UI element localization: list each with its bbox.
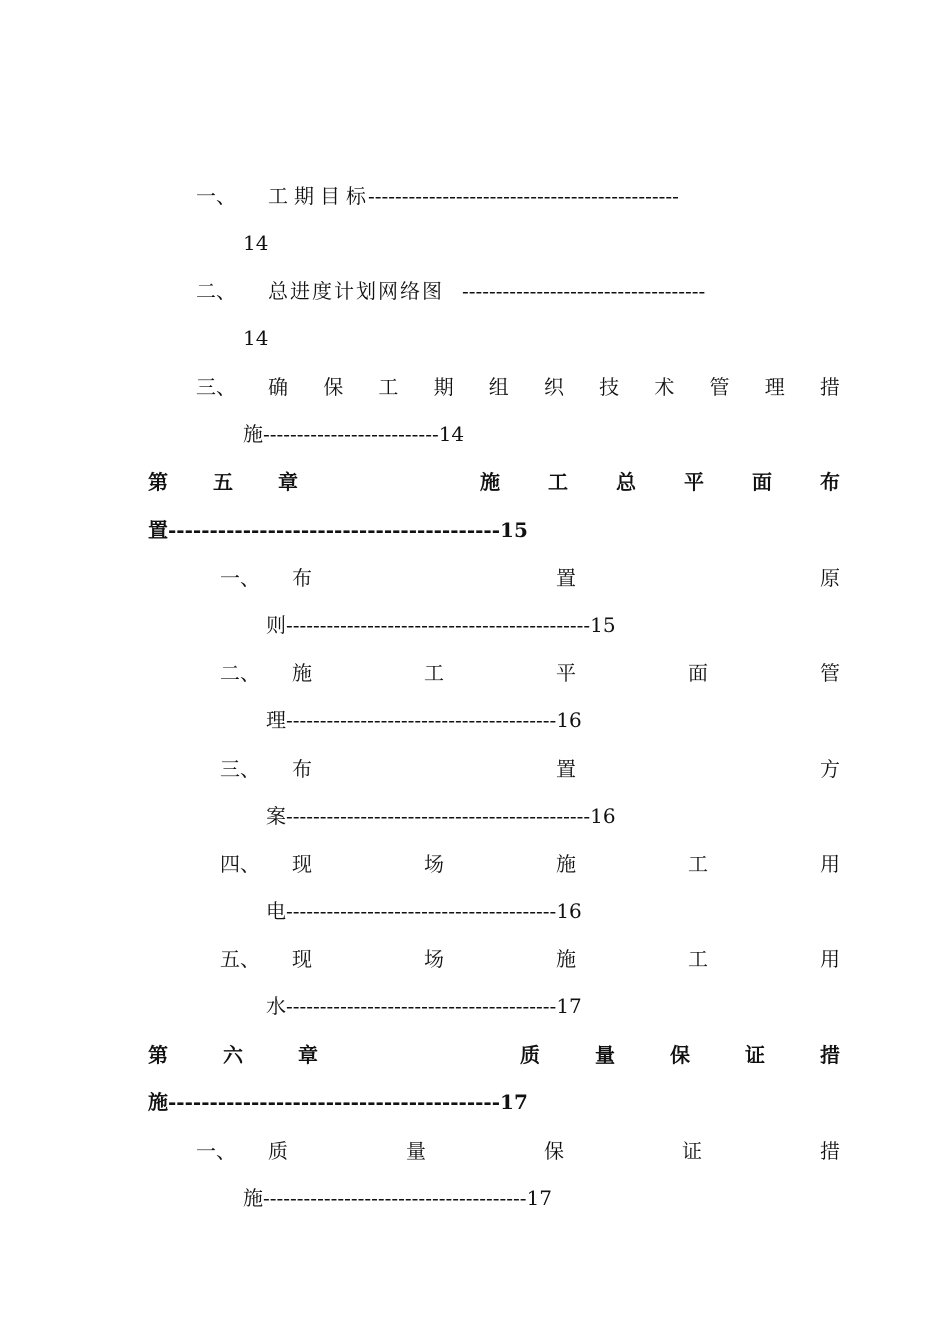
- toc-entry-continuation: [266, 898, 582, 924]
- toc-entry-continuation: [266, 803, 616, 829]
- toc-char: 工: [424, 661, 444, 685]
- toc-char: 总: [616, 470, 636, 494]
- toc-marker: 一、: [220, 566, 260, 590]
- toc-char: 第: [148, 470, 168, 494]
- toc-page-number: 15: [590, 613, 616, 637]
- toc-page-number: 16: [590, 804, 616, 828]
- toc-char: 布: [292, 566, 312, 590]
- toc-chapter-continuation: [148, 1089, 528, 1115]
- toc-char: 施: [148, 1090, 168, 1114]
- toc-char: 管: [709, 375, 730, 399]
- toc-char: 原: [820, 566, 840, 590]
- toc-entry-text: 工期目标: [268, 184, 372, 208]
- toc-char: 证: [682, 1139, 702, 1163]
- toc-char: 工: [688, 947, 708, 971]
- toc-leader-dots: ----------------------------------------: [286, 899, 557, 923]
- toc-char: 质: [520, 1043, 540, 1067]
- toc-chapter-continuation: [148, 517, 528, 543]
- toc-entry-continuation: [266, 612, 616, 638]
- toc-char: 电: [266, 899, 286, 923]
- toc-entry-schedule-goal[interactable]: [196, 183, 840, 209]
- toc-chapter-5[interactable]: [148, 469, 840, 495]
- toc-entry-continuation: [266, 993, 582, 1019]
- toc-leader-dots: ---------------------------------------------: [286, 613, 591, 637]
- toc-marker: 一、: [196, 1139, 236, 1163]
- toc-page-number: 16: [556, 708, 582, 732]
- toc-char: 布: [292, 757, 312, 781]
- toc-page-number: 14: [438, 422, 465, 446]
- toc-char: 管: [820, 661, 840, 685]
- toc-entry-continuation: [266, 707, 582, 733]
- toc-leader-dots: --------------------------: [263, 422, 439, 446]
- toc-char: 案: [266, 804, 286, 828]
- toc-char: 则: [266, 613, 286, 637]
- toc-char: 量: [406, 1139, 426, 1163]
- toc-chapter-6[interactable]: [148, 1042, 840, 1068]
- toc-char: 证: [745, 1043, 765, 1067]
- toc-char: 织: [543, 375, 564, 399]
- toc-leader-dots: ----------------------------------------------: [368, 184, 679, 208]
- toc-char: 六: [223, 1043, 243, 1067]
- toc-char: 确: [268, 375, 288, 399]
- toc-char: 施: [480, 470, 500, 494]
- toc-entry-continuation: [243, 421, 464, 447]
- toc-marker: 四、: [220, 852, 260, 876]
- toc-char: 工: [378, 375, 399, 399]
- toc-char: 工: [688, 852, 708, 876]
- toc-leader-dots: ------------------------------------: [462, 279, 706, 303]
- toc-entry-layout-principles[interactable]: [220, 565, 840, 591]
- toc-char: 保: [544, 1139, 564, 1163]
- toc-char: 施: [556, 947, 576, 971]
- toc-char: 理: [764, 375, 785, 399]
- toc-marker: 五、: [220, 947, 260, 971]
- toc-char: 置: [556, 757, 576, 781]
- toc-char: 技: [599, 375, 620, 399]
- toc-page-number: 15: [500, 518, 528, 542]
- toc-entry-site-plan-management[interactable]: [220, 660, 840, 686]
- toc-char: 措: [819, 375, 840, 399]
- toc-page-number: 17: [500, 1090, 528, 1114]
- toc-entry-site-power[interactable]: [220, 851, 840, 877]
- toc-char: 章: [278, 470, 298, 494]
- toc-char: 措: [820, 1043, 840, 1067]
- toc-entry-layout-plan[interactable]: [220, 756, 840, 782]
- toc-char: 水: [266, 994, 286, 1018]
- toc-char: 用: [820, 947, 840, 971]
- toc-page-number: 17: [526, 1186, 553, 1210]
- toc-char: 保: [670, 1043, 690, 1067]
- toc-char: 工: [548, 470, 568, 494]
- toc-char: 置: [556, 566, 576, 590]
- toc-page-number: 14: [243, 231, 269, 255]
- toc-leader-dots: ---------------------------------------------: [286, 804, 591, 828]
- toc-char: 施: [243, 1186, 263, 1210]
- toc-char: 方: [820, 757, 840, 781]
- toc-leader-dots: ----------------------------------------: [286, 708, 557, 732]
- toc-char: 现: [292, 852, 312, 876]
- toc-char: 面: [688, 661, 708, 685]
- toc-char: 措: [820, 1139, 840, 1163]
- toc-char: 第: [148, 1043, 168, 1067]
- toc-page-number: 17: [556, 994, 582, 1018]
- toc-char: 期: [433, 375, 454, 399]
- toc-entry-site-water[interactable]: [220, 946, 840, 972]
- toc-marker: 三、: [220, 757, 260, 781]
- toc-char: 面: [752, 470, 772, 494]
- toc-entry-schedule-measures[interactable]: [196, 374, 840, 400]
- toc-marker: 一、: [196, 184, 236, 208]
- toc-char: 章: [298, 1043, 318, 1067]
- toc-char: 理: [266, 708, 286, 732]
- toc-char: 用: [820, 852, 840, 876]
- toc-leader-dots: ----------------------------------------: [168, 1090, 501, 1114]
- toc-char: 施: [243, 422, 263, 446]
- toc-char: 施: [292, 661, 312, 685]
- toc-marker: 二、: [220, 661, 260, 685]
- toc-leader-dots: ----------------------------------------: [286, 994, 557, 1018]
- toc-marker: 二、: [196, 279, 236, 303]
- toc-char: 场: [424, 947, 444, 971]
- toc-char: 场: [424, 852, 444, 876]
- toc-marker: 三、: [196, 375, 236, 399]
- toc-char: 五: [213, 470, 233, 494]
- toc-char: 术: [654, 375, 675, 399]
- toc-char: 质: [268, 1139, 288, 1163]
- toc-page-number: 14: [243, 326, 269, 350]
- toc-char: 布: [820, 470, 840, 494]
- toc-page-number: 16: [556, 899, 582, 923]
- toc-char: 施: [556, 852, 576, 876]
- toc-entry-text: 总进度计划网络图: [268, 279, 444, 303]
- toc-entry-continuation: [243, 1185, 552, 1211]
- toc-char: 保: [323, 375, 344, 399]
- toc-leader-dots: ----------------------------------------: [168, 518, 501, 542]
- toc-entry-master-schedule[interactable]: [196, 278, 840, 304]
- toc-leader-dots: ---------------------------------------: [263, 1186, 527, 1210]
- toc-char: 现: [292, 947, 312, 971]
- toc-entry-quality-measures[interactable]: [196, 1138, 840, 1164]
- toc-char: 组: [488, 375, 509, 399]
- toc-char: 置: [148, 518, 168, 542]
- toc-char: 量: [595, 1043, 615, 1067]
- toc-char: 平: [684, 470, 704, 494]
- toc-char: 平: [556, 661, 576, 685]
